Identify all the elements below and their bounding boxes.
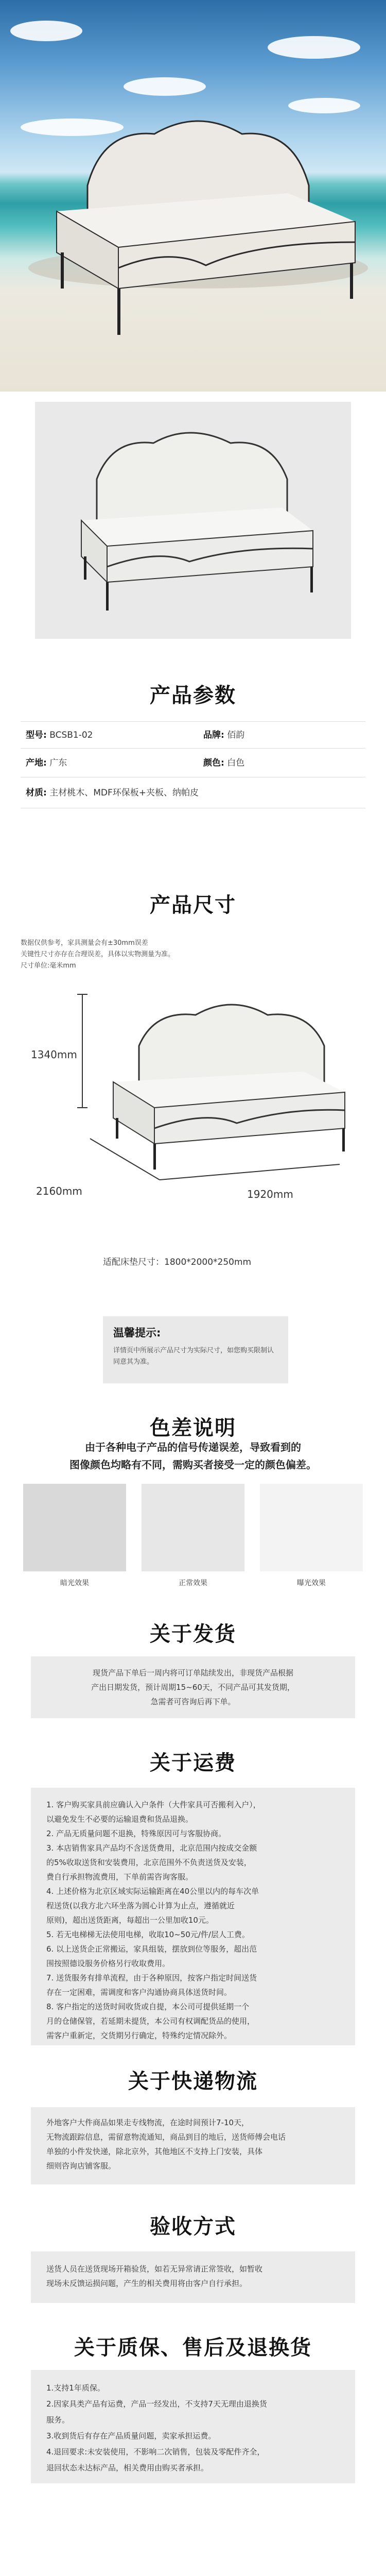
size-diagram — [0, 979, 386, 1206]
thumb-bright — [260, 1484, 363, 1571]
freight-item: 2. 产品无质量问题不退换，特殊原因可与客服协商。 — [46, 1829, 226, 1838]
color-diff-text-2: 图像颜色均略有不同，需购买者接受一定的颜色偏差。 — [69, 1459, 317, 1471]
size-note-2: 关键性尺寸亦存在合理误差，具体以实物测量为准。 — [21, 951, 175, 958]
color-diff-title: 色差说明 — [150, 1416, 236, 1440]
aftersale-item: 3.收到货后有存在产品质量问题，卖家承担运费。 — [46, 2431, 216, 2441]
freight-item: 8. 客户指定的送货时间收货或自提，本公司可提供延期一个 — [46, 2002, 250, 2011]
aftersale-item: 1.支持1年质保。 — [46, 2383, 105, 2393]
freight-item: 程送货(以我方北六环坐落为圆心计算为止点，遵循就近 — [46, 1901, 235, 1910]
aftersale-list — [46, 2380, 350, 2476]
product-photo — [35, 402, 351, 639]
thumb-label-dark: 暗光效果 — [60, 1579, 89, 1587]
param-brand: 品牌: 佰韵 — [203, 730, 245, 740]
size-note-1: 数据仅供参考，家具测量会有±30mm误差 — [21, 939, 148, 947]
logistics-box — [31, 2107, 355, 2184]
freight-list — [46, 1798, 350, 2043]
depth-label: 2160mm — [36, 1185, 82, 1197]
thumb-label-bright: 曝光效果 — [297, 1579, 326, 1587]
freight-item: 原则)，超出送货距离，每超出一公里加收10元。 — [46, 1916, 214, 1925]
freight-item: 围按照德设服务价格另行收取费用。 — [46, 1959, 170, 1968]
width-label: 1920mm — [247, 1188, 293, 1200]
params-title: 产品参数 — [150, 684, 236, 707]
logistics-text-2: 无物流跟踪信息，需留意物流通知，商品到目的地后，送货师傅会电话 — [46, 2132, 286, 2142]
color-diff-text-1: 由于各种电子产品的信号传递误差，导致看到的 — [85, 1441, 301, 1453]
freight-item: 1. 客户购买家具前应确认入户条件（大件家具可否搬利入户）， — [46, 1800, 261, 1809]
size-note-3: 尺寸单位:毫米mm — [21, 962, 76, 970]
thumb-dark — [23, 1484, 126, 1571]
inspection-box — [31, 2251, 355, 2303]
tip-title: 温馨提示: — [113, 1327, 161, 1339]
freight-item: 的5%收取送货和安装费用，北京范围外不负责送货及安装， — [46, 1858, 252, 1867]
param-origin: 产地: 广东 — [26, 758, 67, 768]
freight-item: 月的仓储保管，若延期未提货，本公司有权调配货品的使用， — [46, 2016, 255, 2026]
aftersale-item: 退回状态未达标产品，相关费用由购买者承担。 — [46, 2463, 209, 2472]
logistics-text-1: 外地客户大件商品如果走专线物流，在途时间预计7-10天， — [46, 2118, 250, 2127]
shipping-box — [31, 1656, 355, 1718]
aftersale-item: 2.因家具类产品有运费，产品一经发出，不支持7天无理由退换货 — [46, 2399, 267, 2409]
freight-title: 关于运费 — [150, 1751, 236, 1775]
mattress-size: 适配床垫尺寸：1800*2000*250mm — [103, 1257, 252, 1267]
aftersale-item: 服务。 — [46, 2415, 70, 2425]
logistics-text-3: 单独的小件发快递，除北京外，其他地区不支持上门安装，具体 — [46, 2147, 263, 2156]
freight-item: 存在一定困难，需调度和客户沟通协商具体送货时间。 — [46, 1988, 232, 1997]
divider — [21, 721, 365, 722]
inspection-text-1: 送货人员在送货现场开箱验货，如若无异常请正常签收，如暂收 — [46, 2264, 263, 2274]
param-material: 材质: 主材桃木、MDF环保板+夹板、纳帕皮 — [26, 788, 199, 798]
shipping-title: 关于发货 — [150, 1622, 236, 1646]
thumb-normal — [142, 1484, 244, 1571]
logistics-text-4: 细则咨询店铺客服。 — [46, 2161, 116, 2171]
aftersale-item: 4.退回要求:未安装使用，不影响二次销售，包装及零配件齐全， — [46, 2447, 265, 2456]
hero-bed-image — [0, 0, 386, 392]
param-color: 颜色: 白色 — [203, 758, 245, 768]
inspection-title: 验收方式 — [150, 2215, 236, 2239]
shipping-text-3: 急需者可咨询后再下单。 — [150, 1697, 236, 1706]
tip-text: 详情页中所展示产品尺寸为实际尺寸，如您购买限制认同意其为准。 — [113, 1347, 274, 1366]
freight-item: 以避免发生不必要的运输退费和货品退换。 — [46, 1815, 194, 1824]
size-title: 产品尺寸 — [150, 893, 236, 917]
freight-item: 6. 以上送货企正常搬运，家具组装，摆放到位等服务，超出范 — [46, 1944, 257, 1954]
param-model: 型号: BCSB1-02 — [26, 730, 93, 740]
hero-banner — [0, 0, 386, 392]
thumb-label-normal: 正常效果 — [179, 1579, 207, 1587]
inspection-text-2: 现场未反馈运损问题，产生的相关费用将由客户自行承担。 — [46, 2279, 248, 2288]
freight-item: 4. 上述价格为北京区域实际运输距离在40公里以内的每车次单 — [46, 1887, 259, 1896]
freight-item: 需客户重新定，交货期另行确定，特殊约定情况除外。 — [46, 2031, 232, 2040]
freight-item: 3. 本店销售家具产品均不含送货费用，北京范围内按成交金额 — [46, 1843, 257, 1853]
bed-photo-image — [35, 402, 351, 639]
shipping-text-1: 现货产品下单后一周内将可订单陆续发出，非现货产品根据 — [92, 1668, 293, 1677]
freight-item: 费自行承担物流费用，下单前需咨询客服。 — [46, 1872, 194, 1882]
tip-box — [103, 1316, 288, 1383]
freight-item: 7. 送货服务有排单流程，由于各种原因，按客户指定时间送货 — [46, 1973, 257, 1982]
shipping-text-2: 产出日期发货，预计周期15~60天，不同产品可其发货期， — [91, 1683, 295, 1692]
logistics-title: 关于快递物流 — [128, 2070, 258, 2093]
freight-item: 5. 若无电梯梯无法使用电梯，收取10~50元/件/层人工费。 — [46, 1930, 250, 1939]
divider — [21, 748, 365, 749]
height-label: 1340mm — [31, 1048, 77, 1061]
aftersale-title: 关于质保、售后及退换货 — [74, 2336, 312, 2360]
